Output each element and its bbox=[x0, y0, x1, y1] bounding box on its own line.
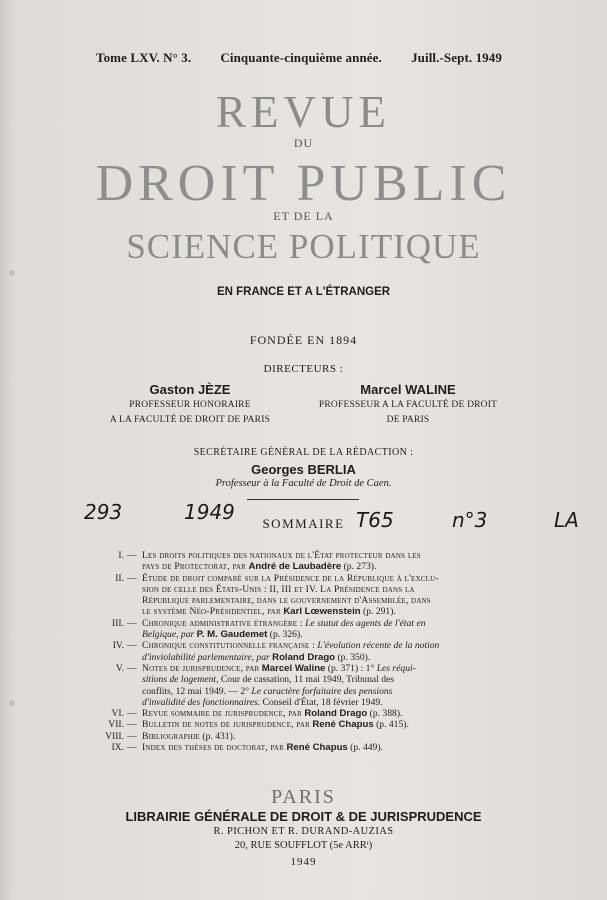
title-science-politique: SCIENCE POLITIQUE bbox=[126, 227, 481, 266]
toc-item: VIII. — Bibliographie (p. 431). bbox=[105, 730, 236, 742]
toc-item: IX. — Index des thèses de doctorat, par René Chapus (p. 449). bbox=[111, 742, 383, 754]
issue-header bbox=[96, 50, 502, 66]
directors-heading: DIRECTEURS : bbox=[263, 363, 344, 375]
director-left-title-1: PROFESSEUR HONORAIRE bbox=[129, 400, 251, 410]
founded-line: FONDÉE EN 1894 bbox=[249, 333, 358, 347]
toc-item: V. — Notes de jurisprudence, par Marcel Waline (p. 371) : 1° Les réqui- sitions de logement, Cour de cassation, 11 mai 1949, Tribunal des conflits, 12 mai 1949. — 2° Le caractère forfaitaire des pensions d'invalidité des fonctionnaires. Conseil d'État, 18 février 1949. bbox=[115, 662, 416, 708]
title-subtitle: EN FRANCE ET A L'ÉTRANGER bbox=[216, 286, 391, 298]
issue-tome: Tome LXV. N° 3. bbox=[96, 50, 192, 65]
title-et-de-la: ET DE LA bbox=[273, 209, 334, 223]
title-du: DU bbox=[293, 136, 314, 150]
publisher-owners: R. PICHON ET R. DURAND-AUZIAS bbox=[213, 826, 394, 837]
title-droit-public: DROIT PUBLIC bbox=[95, 155, 512, 212]
publication-year: 1949 bbox=[290, 856, 317, 868]
publisher-name: LIBRAIRIE GÉNÉRALE DE DROIT & DE JURISPRUDENCE bbox=[125, 809, 482, 824]
toc-item: VI. — Revue sommaire de jurisprudence, par Roland Drago (p. 388). bbox=[111, 708, 403, 720]
toc-item: III. — Chronique administrative étrangère : Le statut des agents de l'état en Belgique, par P. M. Gaudemet (p. 326). bbox=[112, 617, 426, 641]
toc-item: I. — Les droits politiques des nationaux de l'État protecteur dans les pays de Protectorat, par André de Laubadère (p. 273). bbox=[118, 550, 421, 573]
divider-rule bbox=[247, 499, 359, 500]
handwritten-note-1949: 1949 bbox=[184, 500, 235, 524]
publisher-address: 20, RUE SOUFFLOT (5e ARRᵗ) bbox=[234, 840, 373, 851]
director-right-title-2: DE PARIS bbox=[386, 415, 430, 425]
binding-hole-mark bbox=[9, 270, 15, 276]
secretary-title: Professeur à la Faculté de Droit de Caen. bbox=[215, 478, 392, 489]
director-left-title-2: A LA FACULTÉ DE DROIT DE PARIS bbox=[109, 415, 271, 425]
toc-item: VII. — Bulletin de notes de jurisprudence, par René Chapus (p. 415). bbox=[108, 719, 409, 731]
publisher-city: PARIS bbox=[271, 786, 336, 808]
issue-date: Juill.-Sept. 1949 bbox=[411, 50, 502, 65]
issue-year-ordinal: Cinquante-cinquième année. bbox=[220, 50, 382, 65]
handwritten-note-293: 293 bbox=[84, 500, 123, 524]
director-left-name: Gaston JÈZE bbox=[149, 382, 231, 397]
director-left bbox=[85, 382, 295, 427]
director-right-name: Marcel WALINE bbox=[360, 382, 456, 397]
title-revue: REVUE bbox=[216, 87, 391, 137]
handwritten-note-n3: n°3 bbox=[452, 508, 488, 532]
secretary-heading: SECRÉTAIRE GÉNÉRAL DE LA RÉDACTION : bbox=[193, 447, 414, 458]
sommaire-heading: SOMMAIRE bbox=[262, 516, 345, 531]
director-right bbox=[303, 382, 513, 427]
handwritten-note-t65: T65 bbox=[356, 508, 394, 532]
table-of-contents bbox=[102, 550, 508, 753]
secretary-name: Georges BERLIA bbox=[251, 462, 356, 477]
handwritten-note-la: LA bbox=[554, 508, 579, 532]
director-right-title-1: PROFESSEUR A LA FACULTÉ DE DROIT bbox=[318, 400, 498, 410]
toc-item: IV. — Chronique constitutionnelle française : L'évolution récente de la notion d'inviolabilité parlementaire, par Roland Drago (p. 350). bbox=[112, 640, 440, 663]
toc-item: II. — Étude de droit comparé sur la Présidence de la République à l'exclu- sion de celle des États-Unis : II, III et IV. La Présidence dans la République parlementaire, dans le gouvernement d'Assemblée, dans le système Néo-Présidentiel, par Karl Lœwenstein (p. 291). bbox=[115, 572, 439, 618]
binding-hole-mark bbox=[9, 700, 15, 706]
